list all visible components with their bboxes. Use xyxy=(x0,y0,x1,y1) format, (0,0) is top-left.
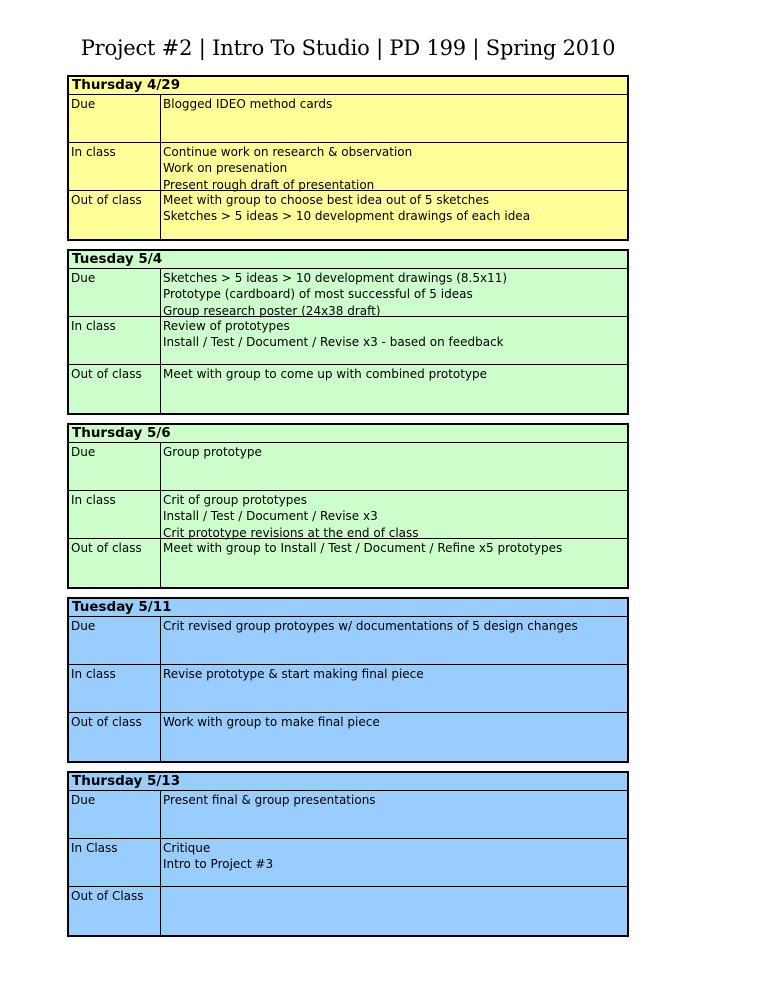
row-line: Meet with group to Install / Test / Document / Refine x5 prototypes xyxy=(163,541,563,555)
row-line: Install / Test / Document / Revise x3 - based on feedback xyxy=(163,335,504,350)
row-label: In class xyxy=(69,491,161,538)
row-content xyxy=(161,887,627,935)
table-row xyxy=(69,713,627,761)
row-content xyxy=(161,269,627,316)
row-content xyxy=(161,191,627,239)
table-row xyxy=(69,791,627,839)
row-line: Meet with group to choose best idea out of 5 sketches xyxy=(163,193,490,207)
row-line: Crit prototype revisions at the end of class xyxy=(163,525,419,540)
table-row xyxy=(69,443,627,491)
schedule-block-tuesday-5-4 xyxy=(67,249,629,415)
table-row xyxy=(69,887,627,935)
row-label: Out of class xyxy=(69,191,161,239)
row-line: Present final & group presentations xyxy=(163,793,376,807)
row-line: Crit of group prototypes xyxy=(163,493,307,507)
row-line: Install / Test / Document / Revise x3 xyxy=(163,509,378,524)
row-label: Out of class xyxy=(69,713,161,761)
row-line: Intro to Project #3 xyxy=(163,857,274,872)
row-content xyxy=(161,365,627,413)
table-row xyxy=(69,191,627,239)
row-label: In class xyxy=(69,317,161,364)
row-label: Out of class xyxy=(69,365,161,413)
page-title: Project #2 | Intro To Studio | PD 199 | Spring 2010 xyxy=(80,36,616,60)
schedule-block-thursday-5-13 xyxy=(67,771,629,937)
row-content xyxy=(161,791,627,838)
row-label: Due xyxy=(69,269,161,316)
row-label: Due xyxy=(69,617,161,664)
row-line: Present rough draft of presentation xyxy=(163,177,375,192)
day-header: Thursday 5/13 xyxy=(69,773,627,791)
table-row xyxy=(69,317,627,365)
row-line: Revise prototype & start making final piece xyxy=(163,667,424,681)
row-content xyxy=(161,617,627,664)
row-line: Group research poster (24x38 draft) xyxy=(163,303,381,318)
row-line: Sketches > 5 ideas > 10 development drawings (8.5x11) xyxy=(163,271,508,285)
row-label: In class xyxy=(69,665,161,712)
table-row xyxy=(69,491,627,539)
row-line: Review of prototypes xyxy=(163,319,290,333)
table-row xyxy=(69,539,627,587)
row-label: Due xyxy=(69,443,161,490)
row-content xyxy=(161,95,627,142)
schedule-block-thursday-4-29 xyxy=(67,75,629,241)
table-row xyxy=(69,665,627,713)
row-line: Continue work on research & observation xyxy=(163,145,413,159)
row-content xyxy=(161,713,627,761)
row-line: Work with group to make final piece xyxy=(163,715,380,729)
row-label: Out of Class xyxy=(69,887,161,935)
row-content xyxy=(161,143,627,190)
table-row xyxy=(69,617,627,665)
row-label: In Class xyxy=(69,839,161,886)
row-line: Work on presenation xyxy=(163,161,288,176)
row-line: Sketches > 5 ideas > 10 development drawings of each idea xyxy=(163,209,531,224)
row-label: In class xyxy=(69,143,161,190)
row-content xyxy=(161,317,627,364)
row-content xyxy=(161,665,627,712)
schedule-block-tuesday-5-11 xyxy=(67,597,629,763)
row-line: Group prototype xyxy=(163,445,262,459)
row-line: Prototype (cardboard) of most successful of 5 ideas xyxy=(163,287,473,302)
row-line: Crit revised group protoypes w/ documentations of 5 design changes xyxy=(163,619,578,633)
row-label: Due xyxy=(69,95,161,142)
table-row xyxy=(69,839,627,887)
row-content xyxy=(161,443,627,490)
day-header: Tuesday 5/11 xyxy=(69,599,627,617)
row-line: Critique xyxy=(163,841,211,855)
row-label: Due xyxy=(69,791,161,838)
row-line: Meet with group to come up with combined prototype xyxy=(163,367,488,381)
row-content xyxy=(161,491,627,538)
day-header: Thursday 5/6 xyxy=(69,425,627,443)
row-label: Out of class xyxy=(69,539,161,587)
day-header: Tuesday 5/4 xyxy=(69,251,627,269)
row-content xyxy=(161,839,627,886)
row-line: Blogged IDEO method cards xyxy=(163,97,333,111)
row-content xyxy=(161,539,627,587)
table-row xyxy=(69,95,627,143)
table-row xyxy=(69,269,627,317)
schedule-block-thursday-5-6 xyxy=(67,423,629,589)
table-row xyxy=(69,365,627,413)
day-header: Thursday 4/29 xyxy=(69,77,627,95)
table-row xyxy=(69,143,627,191)
